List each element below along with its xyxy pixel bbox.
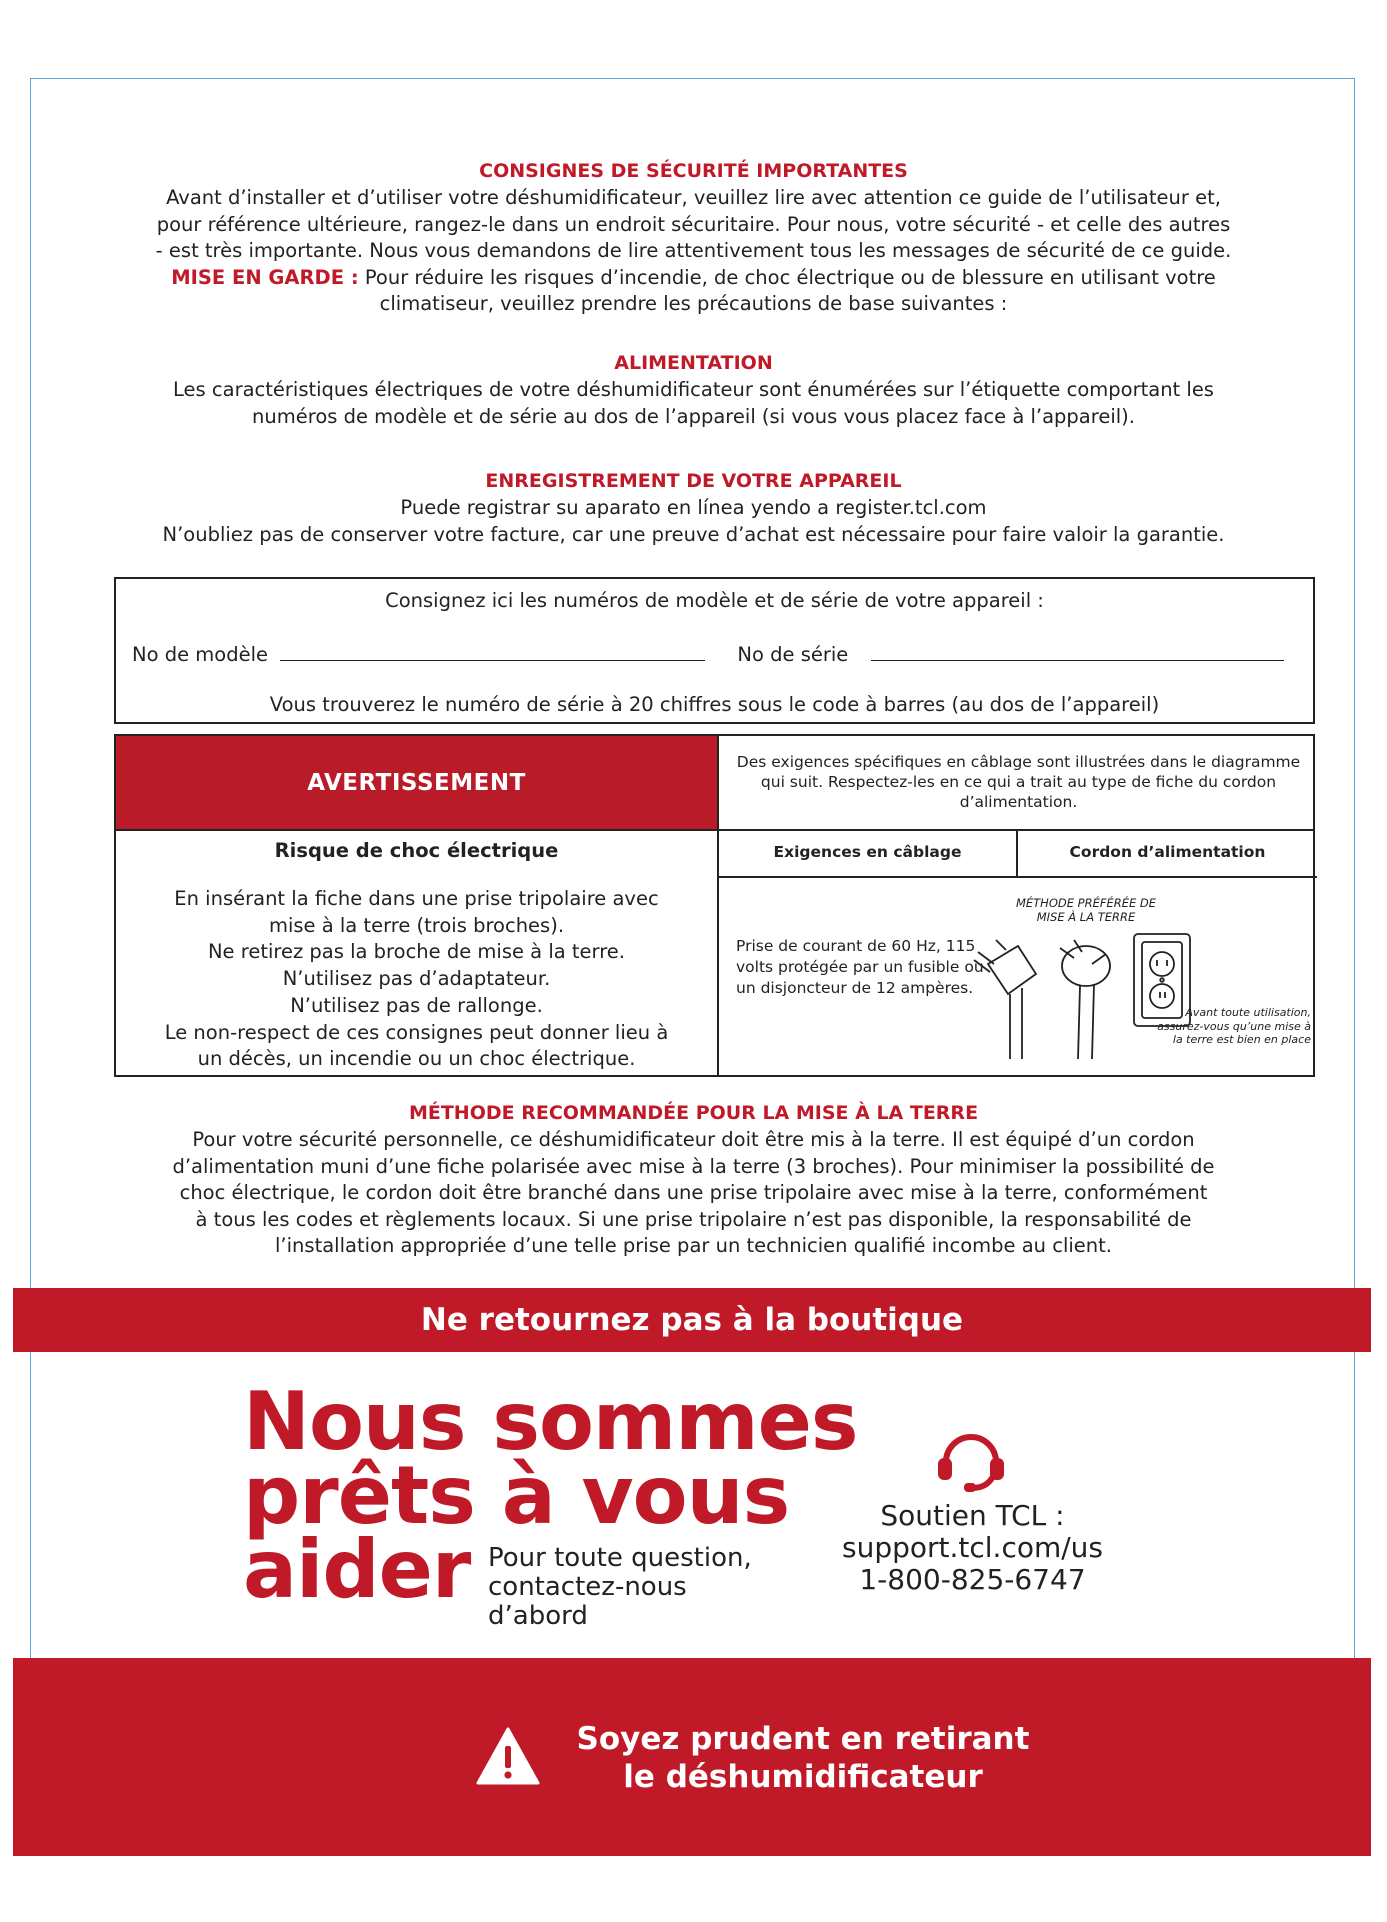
warning-table [114, 734, 1315, 1077]
wiring-text: Prise de courant de 60 Hz, 115 volts protégée par un fusible ou un disjoncteur de 12 ampères. [736, 937, 984, 997]
support-label: Soutien TCL : [880, 1499, 1065, 1532]
risk-line: un décès, un incendie ou un choc électrique. [197, 1047, 636, 1071]
return-banner [13, 1288, 1371, 1352]
caution-banner-line: Soyez prudent en retirant [576, 1721, 1030, 1757]
help-line: aider [243, 1523, 471, 1616]
support-phone[interactable]: 1-800-825-6747 [859, 1563, 1086, 1596]
col-cord: Cordon d’alimentation [1069, 843, 1266, 861]
risk-line: N’utilisez pas de rallonge. [290, 993, 543, 1017]
risk-line: N’utilisez pas d’adaptateur. [282, 967, 551, 991]
help-sub-line: contactez-nous [488, 1572, 687, 1602]
registration-section [90, 468, 1297, 548]
check-note: Avant toute utilisation, [1185, 1006, 1311, 1019]
return-banner-text: Ne retournez pas à la boutique [420, 1302, 964, 1338]
model-label: No de modèle [132, 643, 269, 666]
risk-line: Ne retirez pas la broche de mise à la terre. [207, 940, 626, 964]
help-line: prêts à vous [243, 1449, 790, 1542]
safety-line: pour référence ultérieure, rangez-le dans un endroit sécuritaire. Pour nous, votre sécurité - et celle des autres [156, 212, 1231, 236]
model-field[interactable] [280, 641, 705, 661]
safety-line: - est très importante. Nous vous demandons de lire attentivement tous les messages de sécurité de ce guide. [155, 239, 1232, 262]
risk-line: En insérant la fiche dans une prise tripolaire avec [174, 887, 659, 910]
caution-banner [13, 1658, 1371, 1856]
risk-line: mise à la terre (trois broches). [268, 913, 565, 937]
check-note: la terre est bien en place [1172, 1033, 1311, 1046]
grounding-line: d’alimentation muni d’une fiche polarisée avec mise à la terre (3 broches). Pour minimiser la possibilité de [172, 1154, 1215, 1178]
record-box [114, 577, 1315, 724]
registration-line: N’oubliez pas de conserver votre facture, car une preuve d’achat est nécessaire pour faire valoir la garantie. [162, 522, 1225, 546]
headset-icon [932, 1418, 1010, 1496]
safety-section [90, 158, 1297, 318]
power-title: ALIMENTATION [614, 352, 773, 374]
caution-text: Pour réduire les risques d’incendie, de choc électrique ou de blessure en utilisant votre [358, 265, 1216, 289]
grounding-title: MÉTHODE RECOMMANDÉE POUR LA MISE À LA TERRE [408, 1102, 979, 1124]
grounding-line: Pour votre sécurité personnelle, ce déshumidificateur doit être mis à la terre. Il est équipé d’un cordon [192, 1128, 1195, 1151]
method-label: MÉTHODE PRÉFÉRÉE DE [1015, 896, 1157, 910]
help-line: Nous sommes [243, 1375, 858, 1468]
help-sub-line: d’abord [488, 1601, 588, 1631]
registration-line: Puede registrar su aparato en línea yendo a register.tcl.com [400, 496, 987, 519]
help-sub-line: Pour toute question, [488, 1543, 752, 1573]
support-url[interactable]: support.tcl.com/us [841, 1531, 1104, 1564]
registration-title: ENREGISTREMENT DE VOTRE APPAREIL [485, 470, 902, 492]
power-line: Les caractéristiques électriques de votre déshumidificateur sont énumérées sur l’étiquette comportant les [173, 378, 1214, 401]
help-subtext [488, 1544, 752, 1631]
risk-title: Risque de choc électrique [274, 839, 559, 862]
risk-list [116, 886, 717, 1073]
power-section [90, 350, 1297, 430]
col-wiring: Exigences en câblage [773, 843, 962, 861]
serial-label: No de série [737, 643, 849, 666]
grounding-section [90, 1100, 1297, 1260]
method-label: MISE À LA TERRE [1036, 910, 1136, 924]
caution-banner-line: le déshumidificateur [623, 1759, 983, 1795]
caution-label: MISE EN GARDE : [171, 265, 359, 289]
safety-title: CONSIGNES DE SÉCURITÉ IMPORTANTES [479, 160, 908, 182]
wiring-intro: Des exigences spécifiques en câblage sont illustrées dans le diagramme qui suit. Respectez-les en ce qui a trait au type de fiche du cordon d’alimentation. [736, 753, 1301, 811]
safety-line: Avant d’installer et d’utiliser votre déshumidificateur, veuillez lire avec attention ce guide de l’utilisateur et, [166, 186, 1221, 209]
record-note: Vous trouverez le numéro de série à 20 chiffres sous le code à barres (au dos de l’appareil) [269, 693, 1160, 716]
plug-diagram [966, 896, 1311, 1076]
risk-line: Le non-respect de ces consignes peut donner lieu à [164, 1020, 669, 1044]
grounding-line: à tous les codes et règlements locaux. Si une prise tripolaire n’est pas disponible, la responsabilité de [195, 1207, 1192, 1231]
caution-banner-text [553, 1720, 1053, 1796]
support-info [800, 1500, 1145, 1596]
safety-line: climatiseur, veuillez prendre les précautions de base suivantes : [379, 292, 1008, 315]
caution-line [90, 265, 1297, 292]
grounding-line: choc électrique, le cordon doit être branché dans une prise tripolaire avec mise à la terre, conformément [179, 1181, 1208, 1204]
grounding-line: l’installation appropriée d’une telle prise par un technicien qualifié incombe au client. [275, 1234, 1112, 1257]
warning-triangle-icon [475, 1726, 541, 1786]
warning-header: AVERTISSEMENT [116, 736, 717, 829]
record-intro: Consignez ici les numéros de modèle et de série de votre appareil : [385, 589, 1044, 612]
check-note: assurez-vous qu’une mise à [1157, 1019, 1311, 1033]
power-line: numéros de modèle et de série au dos de l’appareil (si vous vous placez face à l’appareil). [252, 404, 1135, 428]
record-fields [132, 641, 1329, 666]
serial-field[interactable] [871, 641, 1284, 661]
